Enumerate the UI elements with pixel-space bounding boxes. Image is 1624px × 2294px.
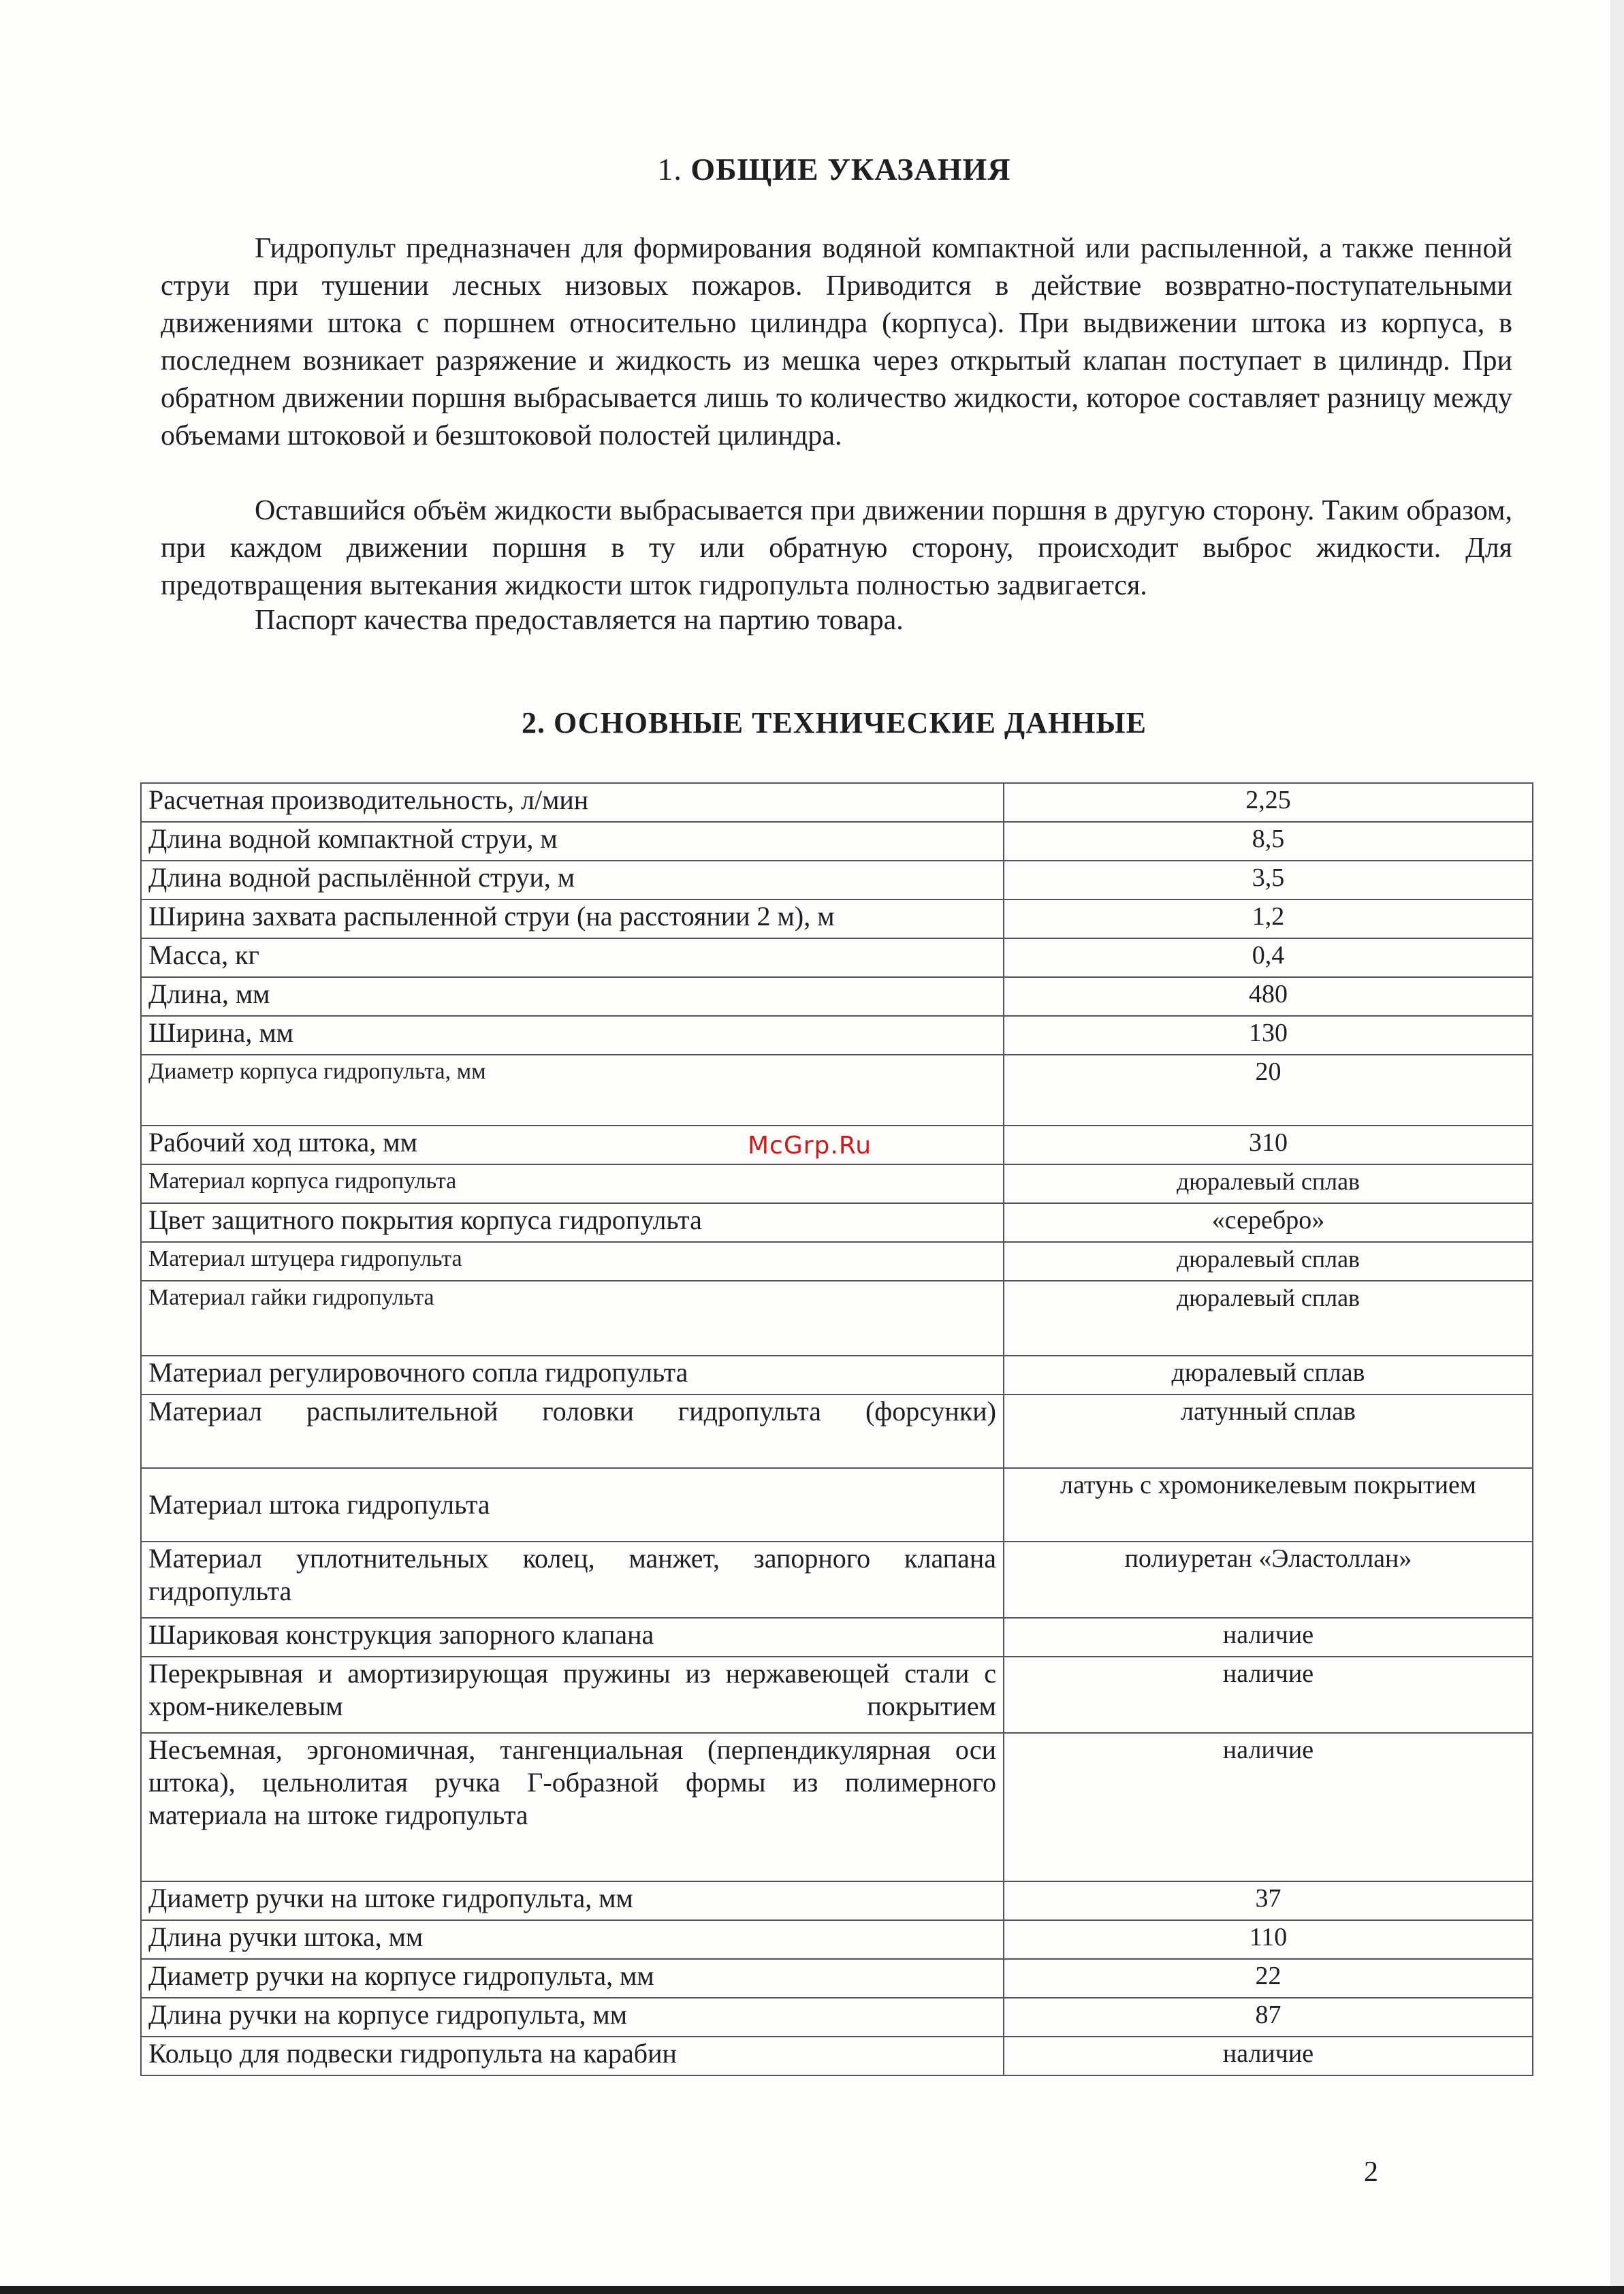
- value-cell: 20: [1004, 1055, 1533, 1126]
- watermark-link[interactable]: McGrp.Ru: [748, 1132, 872, 1160]
- param-cell: Расчетная производительность, л/мин: [141, 783, 1004, 822]
- scan-edge-bottom: [0, 2286, 1624, 2294]
- section-1-title: ОБЩИЕ УКАЗАНИЯ: [690, 152, 1011, 187]
- value-cell: 0,4: [1004, 938, 1533, 977]
- table-row: [141, 1542, 1533, 1618]
- value-cell: 310: [1004, 1126, 1533, 1164]
- paragraph-text: Паспорт качества предоставляется на партию товара.: [255, 605, 904, 636]
- table-row: [141, 861, 1533, 899]
- section-1-number: 1.: [657, 152, 682, 187]
- section-1-paragraph-1: [161, 230, 1512, 455]
- table-row: [141, 938, 1533, 977]
- value-cell: 8,5: [1004, 822, 1533, 861]
- value-cell: наличие: [1004, 1657, 1533, 1733]
- table-row: [141, 1055, 1533, 1126]
- param-cell: Материал распылительной головки гидропульта (форсунки): [141, 1395, 1004, 1468]
- param-cell: Перекрывная и амортизирующая пружины из нержавеющей стали с хром-никелевым покрытием: [141, 1657, 1004, 1733]
- table-row: [141, 1618, 1533, 1657]
- param-cell: Длина ручки штока, мм: [141, 1920, 1004, 1959]
- table-row: [141, 1281, 1533, 1356]
- value-cell: «серебро»: [1004, 1203, 1533, 1242]
- param-cell: Материал уплотнительных колец, манжет, запорного клапана гидропульта: [141, 1542, 1004, 1618]
- value-cell: дюралевый сплав: [1004, 1356, 1533, 1395]
- scan-edge-right: [1610, 0, 1624, 2294]
- table-row: [141, 977, 1533, 1016]
- value-cell: дюралевый сплав: [1004, 1164, 1533, 1203]
- value-cell: наличие: [1004, 1733, 1533, 1881]
- table-row: [141, 1203, 1533, 1242]
- param-cell: Масса, кг: [141, 938, 1004, 977]
- param-cell: Материал гайки гидропульта: [141, 1281, 1004, 1356]
- table-row: [141, 899, 1533, 938]
- section-1-paragraph-3: [161, 602, 1512, 639]
- table-row: [141, 1395, 1533, 1468]
- page-number: 2: [1364, 2156, 1378, 2188]
- table-row: [141, 1959, 1533, 1998]
- param-cell: Ширина, мм: [141, 1016, 1004, 1055]
- param-cell: Цвет защитного покрытия корпуса гидропульта: [141, 1203, 1004, 1242]
- value-cell: латунный сплав: [1004, 1395, 1533, 1468]
- paragraph-text: Гидропульт предназначен для формирования водяной компактной или распыленной, а также пенной струи при тушении лесных низовых пожаров. Приводится в действие возвратно-поступательными движениями штока с поршнем относительно цилиндра (корпуса). При выдвижении штока из корпуса, в последнем возникает разряжение и жидкость из мешка через открытый клапан поступает в цилиндр. При обратном движении поршня выбрасывается лишь то количество жидкости, которое составляет разницу между объемами штоковой и безштоковой полостей цилиндра.: [161, 233, 1512, 451]
- value-cell: 3,5: [1004, 861, 1533, 899]
- param-cell: Несъемная, эргономичная, тангенциальная (перпендикулярная оси штока), цельнолитая ручка Г-образной формы из полимерного материала на штоке гидропульта: [141, 1733, 1004, 1881]
- param-cell: Диаметр ручки на корпусе гидропульта, мм: [141, 1959, 1004, 1998]
- value-cell: 110: [1004, 1920, 1533, 1959]
- value-cell: 1,2: [1004, 899, 1533, 938]
- value-cell: дюралевый сплав: [1004, 1281, 1533, 1356]
- section-2-heading: 2. ОСНОВНЫЕ ТЕХНИЧЕСКИЕ ДАННЫЕ: [522, 706, 1147, 739]
- value-cell: наличие: [1004, 2037, 1533, 2075]
- table-row: [141, 1356, 1533, 1395]
- param-cell: Длина, мм: [141, 977, 1004, 1016]
- table-row: [141, 1881, 1533, 1920]
- table-row: [141, 1733, 1533, 1881]
- value-cell: 37: [1004, 1881, 1533, 1920]
- param-cell: Материал штока гидропульта: [141, 1468, 1004, 1542]
- table-row: [141, 2037, 1533, 2075]
- section-1-paragraph-2: [161, 492, 1512, 605]
- table-row: [141, 1164, 1533, 1203]
- section-1-heading: [0, 151, 1624, 187]
- value-cell: полиуретан «Эластоллан»: [1004, 1542, 1533, 1618]
- value-cell: 130: [1004, 1016, 1533, 1055]
- param-cell: Кольцо для подвески гидропульта на карабин: [141, 2037, 1004, 2075]
- param-cell: Материал регулировочного сопла гидропульта: [141, 1356, 1004, 1395]
- param-cell: Материал корпуса гидропульта: [141, 1164, 1004, 1203]
- table-row: [141, 1657, 1533, 1733]
- table-row: [141, 1920, 1533, 1959]
- param-cell: Диаметр ручки на штоке гидропульта, мм: [141, 1881, 1004, 1920]
- value-cell: 2,25: [1004, 783, 1533, 822]
- param-cell: Длина ручки на корпусе гидропульта, мм: [141, 1998, 1004, 2037]
- value-cell: 87: [1004, 1998, 1533, 2037]
- param-cell: Рабочий ход штока, мм: [141, 1126, 1004, 1164]
- table-row: [141, 1016, 1533, 1055]
- param-cell: Ширина захвата распыленной струи (на расстоянии 2 м), м: [141, 899, 1004, 938]
- table-row: [141, 1468, 1533, 1542]
- value-cell: наличие: [1004, 1618, 1533, 1657]
- param-cell: Материал штуцера гидропульта: [141, 1242, 1004, 1281]
- technical-data-table: [140, 782, 1533, 2076]
- value-cell: 480: [1004, 977, 1533, 1016]
- param-cell: Диаметр корпуса гидропульта, мм: [141, 1055, 1004, 1126]
- param-cell: Длина водной компактной струи, м: [141, 822, 1004, 861]
- value-cell: латунь с хромоникелевым покрытием: [1004, 1468, 1533, 1542]
- param-cell: Шариковая конструкция запорного клапана: [141, 1618, 1004, 1657]
- value-cell: дюралевый сплав: [1004, 1242, 1533, 1281]
- paragraph-text: Оставшийся объём жидкости выбрасывается при движении поршня в другую сторону. Таким образом, при каждом движении поршня в ту или обратную сторону, происходит выброс жидкости. Для предотвращения вытекания жидкости шток гидропульта полностью задвигается.: [161, 495, 1512, 601]
- table-row: [141, 1998, 1533, 2037]
- table-row: [141, 783, 1533, 822]
- table-row: [141, 1242, 1533, 1281]
- value-cell: 22: [1004, 1959, 1533, 1998]
- param-cell: Длина водной распылённой струи, м: [141, 861, 1004, 899]
- table-row: [141, 822, 1533, 861]
